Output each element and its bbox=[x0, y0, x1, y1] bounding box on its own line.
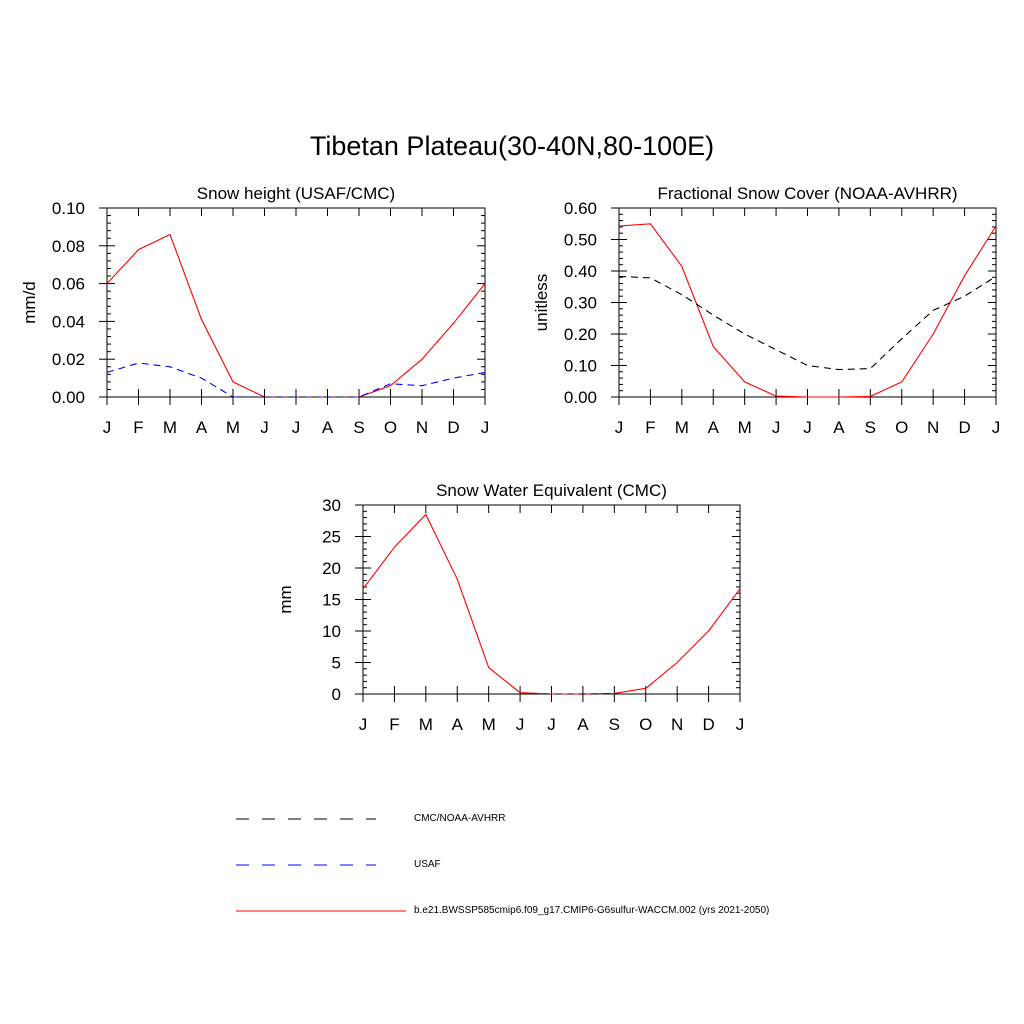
x-tick-label: A bbox=[833, 418, 845, 437]
x-tick-label: A bbox=[577, 715, 589, 734]
x-tick-label: F bbox=[645, 418, 656, 437]
x-tick-label: M bbox=[162, 418, 178, 437]
x-tick-label: O bbox=[639, 715, 653, 734]
x-tick-label: N bbox=[927, 418, 940, 437]
x-tick-label: F bbox=[389, 715, 400, 734]
y-tick-label: 0.10 bbox=[51, 199, 85, 218]
x-tick-label: J bbox=[803, 418, 812, 437]
x-tick-label: J bbox=[102, 418, 112, 437]
y-tick-label: 25 bbox=[322, 527, 341, 547]
chart-title: Fractional Snow Cover (NOAA-AVHRR) bbox=[657, 184, 958, 203]
y-tick-label: 0.08 bbox=[51, 236, 85, 256]
y-tick-label: 5 bbox=[331, 653, 341, 673]
chart-title: Snow height (USAF/CMC) bbox=[196, 184, 396, 203]
legend-label-model: b.e21.BWSSP585cmip6.f09_g17.CMIP6-G6sulfur-WACCM.002 (yrs 2021-2050) bbox=[414, 905, 770, 916]
series-line-model bbox=[363, 515, 740, 695]
x-tick-label: O bbox=[383, 418, 398, 437]
x-tick-label: N bbox=[671, 715, 684, 734]
y-tick-label: 30 bbox=[322, 496, 341, 515]
y-tick-label: 0.40 bbox=[563, 262, 597, 281]
x-tick-label: M bbox=[737, 418, 752, 437]
series-line-model bbox=[107, 235, 485, 398]
page-title: Tibetan Plateau(30-40N,80-100E) bbox=[309, 131, 715, 161]
x-tick-label: A bbox=[195, 418, 208, 437]
y-tick-label: 0.04 bbox=[51, 312, 85, 332]
x-tick-label: J bbox=[480, 418, 490, 437]
x-tick-label: J bbox=[735, 715, 745, 734]
y-axis-label: mm bbox=[276, 585, 295, 614]
x-tick-label: J bbox=[771, 418, 781, 437]
y-tick-label: 0.06 bbox=[51, 274, 85, 294]
legend-swatch-usaf bbox=[236, 856, 406, 876]
y-tick-label: 15 bbox=[322, 590, 341, 610]
x-tick-label: D bbox=[447, 418, 460, 437]
chart-title: Snow Water Equivalent (CMC) bbox=[436, 481, 667, 500]
legend bbox=[236, 800, 936, 930]
y-tick-label: 0.30 bbox=[563, 293, 597, 313]
legend-swatch-cmc-noaa bbox=[236, 810, 406, 830]
x-tick-label: J bbox=[547, 715, 556, 734]
x-tick-label: M bbox=[418, 715, 433, 734]
y-axis-label: mm/d bbox=[20, 281, 39, 324]
y-axis-label: unitless bbox=[532, 273, 551, 332]
x-tick-label: F bbox=[133, 418, 144, 437]
y-tick-label: 10 bbox=[322, 622, 341, 641]
y-tick-label: 0.10 bbox=[563, 356, 597, 376]
legend-item-usaf bbox=[236, 856, 936, 876]
x-tick-label: O bbox=[895, 418, 909, 437]
x-tick-label: A bbox=[451, 715, 463, 734]
x-tick-label: J bbox=[515, 715, 525, 734]
y-tick-label: 0.02 bbox=[51, 350, 85, 370]
y-tick-label: 0.50 bbox=[563, 230, 597, 250]
x-tick-label: A bbox=[707, 418, 719, 437]
x-tick-label: J bbox=[260, 418, 269, 437]
plot-frame bbox=[363, 505, 740, 694]
x-tick-label: D bbox=[958, 418, 971, 437]
y-tick-label: 0.00 bbox=[51, 388, 85, 407]
snow-height-panel bbox=[20, 184, 489, 437]
y-tick-label: 0 bbox=[331, 685, 341, 704]
legend-swatch-model bbox=[236, 902, 406, 922]
x-tick-label: J bbox=[291, 418, 301, 437]
legend-item-cmc-noaa bbox=[236, 810, 936, 830]
x-tick-label: M bbox=[481, 715, 496, 734]
y-tick-label: 0.20 bbox=[563, 325, 597, 344]
y-tick-label: 0.00 bbox=[563, 388, 597, 407]
x-tick-label: J bbox=[358, 715, 368, 734]
series-line-model bbox=[619, 224, 996, 397]
x-tick-label: M bbox=[225, 418, 241, 437]
legend-label-usaf: USAF bbox=[414, 859, 441, 870]
x-tick-label: A bbox=[321, 418, 334, 437]
x-tick-label: M bbox=[674, 418, 689, 437]
x-tick-label: S bbox=[608, 715, 621, 734]
plot-frame bbox=[619, 208, 996, 397]
snow-cover-panel bbox=[532, 184, 1000, 437]
x-tick-label: D bbox=[702, 715, 715, 734]
x-tick-label: S bbox=[864, 418, 877, 437]
legend-item-model bbox=[236, 902, 936, 922]
x-tick-label: J bbox=[614, 418, 624, 437]
x-tick-label: S bbox=[353, 418, 365, 437]
y-tick-label: 0.60 bbox=[563, 199, 597, 218]
plot-frame bbox=[107, 208, 485, 397]
swe-panel bbox=[276, 481, 744, 734]
y-tick-label: 20 bbox=[322, 559, 341, 578]
x-tick-label: N bbox=[415, 418, 429, 437]
legend-label-cmc-noaa: CMC/NOAA-AVHRR bbox=[414, 813, 506, 824]
x-tick-label: J bbox=[991, 418, 1001, 437]
